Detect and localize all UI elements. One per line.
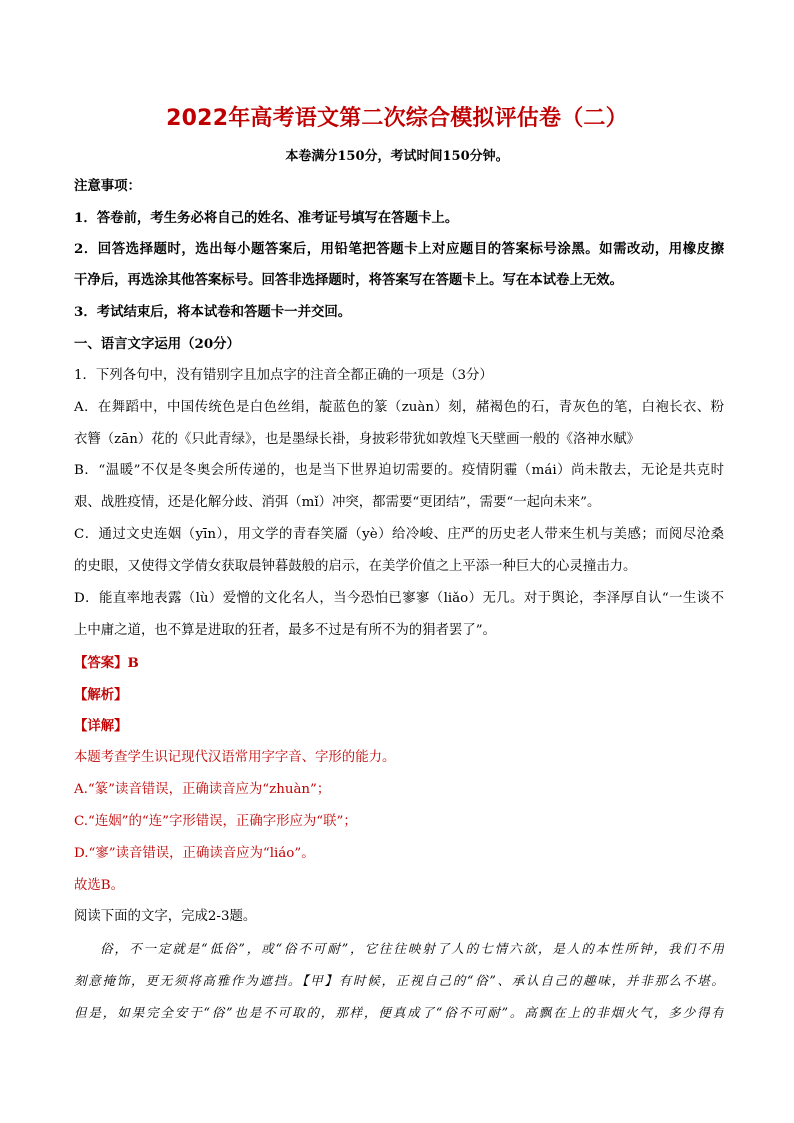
exam-info: 本卷满分150分，考试时间150分钟。 xyxy=(285,149,509,164)
detail-label: 【详解】 xyxy=(74,718,128,734)
question-option: 的史眼，又使得文学倩女获取晨钟暮鼓般的启示，在美学价值之上平添一种巨大的心灵撞击力。 xyxy=(74,559,637,574)
question-option: 衣簪（zān）花的《只此青绿》，也是墨绿长褂，身披彩带犹如敦煌飞天壁画一般的《洛神水赋》 xyxy=(74,432,640,447)
passage-line: 俗，不一定就是“低俗”，或“俗不可耐”，它往往映射了人的七情六欲，是人的本性所钟，我们不用 xyxy=(100,941,724,956)
notice-item: 3．考试结束后，将本试卷和答题卡一并交回。 xyxy=(74,304,352,320)
answer-label: 【答案】B xyxy=(74,655,139,671)
explanation-line: 本题考查学生识记现代汉语常用字字音、字形的能力。 xyxy=(74,750,396,765)
question-option: A．在舞蹈中，中国传统色是白色丝绢，靛蓝色的篆（zuàn）刻，赭褐色的石，青灰色的笔，白袍长衣、粉 xyxy=(74,400,724,415)
notice-item: 干净后，再选涂其他答案标号。回答非选择题时，将答案写在答题卡上。写在本试卷上无效。 xyxy=(74,272,624,288)
analysis-label: 【解析】 xyxy=(74,687,128,703)
explanation-line: D.“寥”读音错误，正确读音应为“liáo”。 xyxy=(74,846,315,861)
notice-heading: 注意事项： xyxy=(74,178,141,194)
explanation-line: 故选B。 xyxy=(74,878,125,893)
notice-item: 2．回答选择题时，选出每小题答案后，用铅笔把答题卡上对应题目的答案标号涂黑。如需改动，用橡皮擦 xyxy=(74,241,724,257)
question-option: D．能直率地表露（lù）爱憎的文化名人，当今恐怕已寥寥（liǎo）无几。对于舆论，李泽厚自认“一生谈不 xyxy=(74,591,724,606)
passage-line: 但是，如果完全安于“俗”也是不可取的，那样，便真成了“俗不可耐”。高飘在上的非烟火气，多少得有 xyxy=(74,1005,724,1020)
question-option: B．“温暖”不仅是冬奥会所传递的，也是当下世界迫切需要的。疫情阴霾（mái）尚未散去，无论是共克时 xyxy=(74,463,724,478)
explanation-line: A.“篆”读音错误，正确读音应为“zhuàn”； xyxy=(74,782,331,797)
question-stem: 1．下列各句中，没有错别字且加点字的注音全都正确的一项是（3分） xyxy=(74,368,493,383)
explanation-line: C.“连姻”的“连”字形错误，正确字形应为“联”； xyxy=(74,814,357,829)
question-option: 艰、战胜疫情，还是化解分歧、消弭（mǐ）冲突，都需要“更团结”，需要“一起向未来”。 xyxy=(74,495,601,510)
passage-line: 刻意掩饰，更无须将高雅作为遮挡。【甲】有时候，正视自己的“俗”、承认自己的趣味，并非那么不堪。 xyxy=(74,973,724,988)
notice-item: 1．答卷前，考生务必将自己的姓名、准考证号填写在答题卡上。 xyxy=(74,210,459,226)
section-heading: 一、语言文字运用（20分） xyxy=(74,336,240,352)
question-option: C．通过文史连姻（yīn），用文学的青春笑靥（yè）给冷峻、庄严的历史老人带来生机与美感；而阅尽沧桑 xyxy=(74,527,724,542)
question-option: 上中庸之道，也不算是进取的狂者，最多不过是有所不为的狷者罢了”。 xyxy=(74,623,496,638)
reading-prompt: 阅读下面的文字，完成2-3题。 xyxy=(74,909,257,924)
page-title: 2022年高考语文第二次综合模拟评估卷（二） xyxy=(166,106,628,131)
